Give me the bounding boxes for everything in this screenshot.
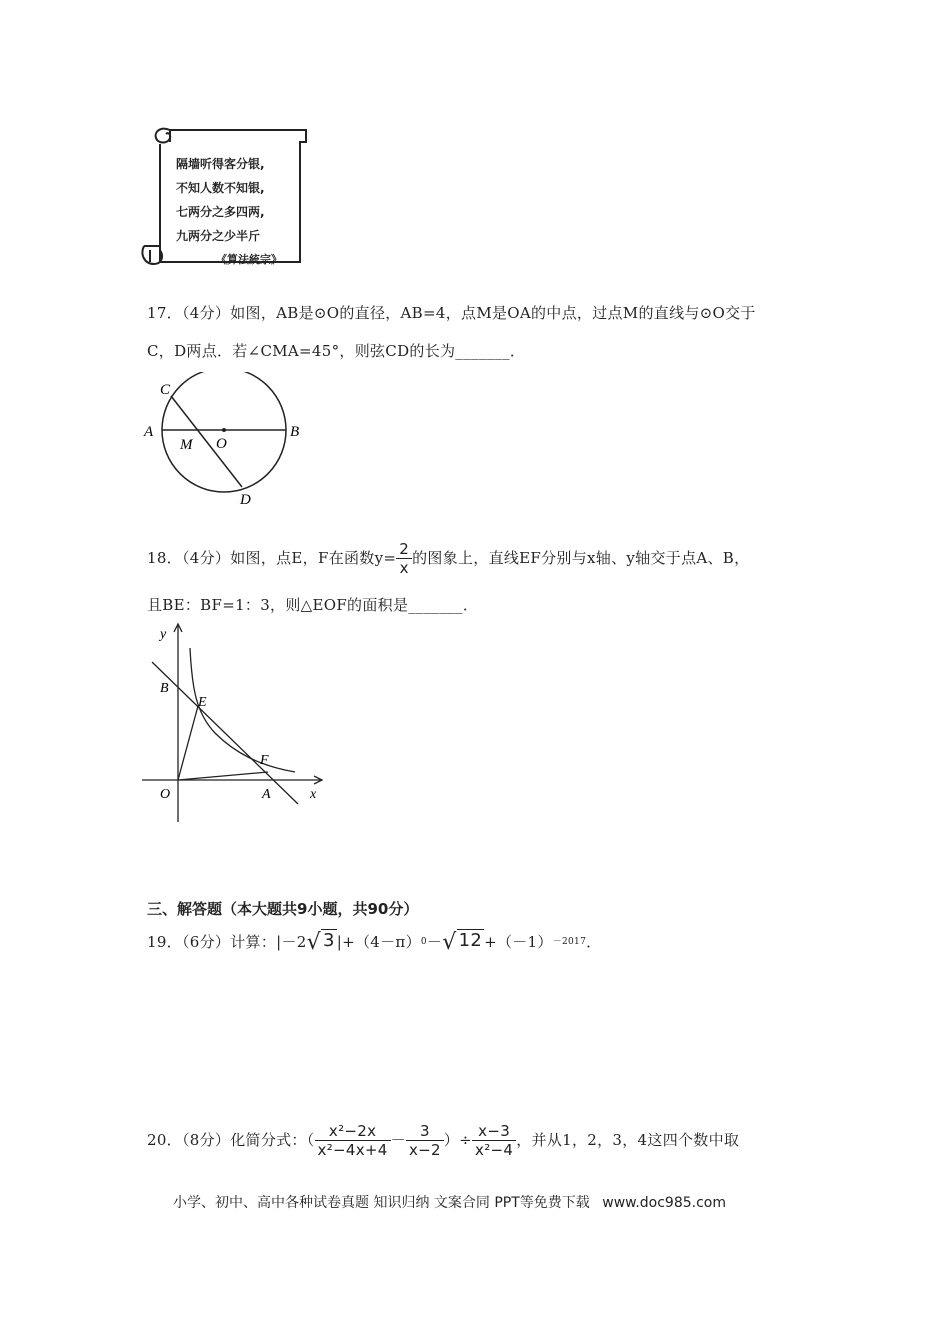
label-x: x — [310, 787, 317, 802]
q20-suffix: ，并从1，2，3，4这四个数中取 — [516, 1131, 740, 1149]
q17-circle-figure — [140, 372, 310, 508]
q19-prefix: 19．（6分）计算： — [147, 933, 277, 951]
q19-sqrt12-value: 12 — [458, 930, 483, 951]
q19-end: ． — [586, 933, 602, 951]
scroll-image — [140, 122, 312, 270]
scroll-line-1: 隔墙听得客分银, — [176, 157, 265, 171]
label-d: D — [240, 492, 251, 508]
q20-fraction-1 — [315, 1122, 391, 1159]
q19-minus2: －2 — [281, 933, 307, 951]
q20-minus: － — [390, 1131, 406, 1149]
label-e: E — [198, 695, 207, 710]
q19-sqrt12: √ 12 — [442, 930, 483, 955]
q19-sqrt3: √ 3 — [306, 930, 335, 955]
label-a: A — [144, 424, 154, 440]
page-footer — [173, 1192, 726, 1212]
q18-text-b: 的图象上，直线EF分别与x轴、y轴交于点A、B， — [412, 549, 750, 567]
q17-line2: C，D两点．若∠CMA=45°，则弦CD的长为_______． — [147, 342, 526, 360]
q18-line2: 且BE：BF=1：3，则△EOF的面积是_______． — [147, 596, 479, 614]
q20-div: ）÷ — [443, 1131, 473, 1149]
label-c: C — [160, 382, 171, 398]
q20-fraction-3 — [472, 1122, 516, 1159]
scroll-line-2: 不知人数不知银, — [176, 181, 265, 195]
label-a: A — [262, 787, 271, 802]
section-3-title: 三、解答题（本大题共9小题，共90分） — [147, 900, 419, 918]
q18-graph-figure — [140, 618, 330, 824]
label-b: B — [160, 681, 169, 696]
segment-oe — [178, 706, 198, 780]
q19-exp0: 0 — [420, 937, 427, 947]
label-y: y — [160, 627, 167, 642]
line-ef — [152, 662, 298, 804]
q18-text-a: 18．（4分）如图，点E，F在函数y= — [147, 549, 397, 567]
segment-of — [178, 772, 268, 780]
q19-plus1: +（4－π） — [342, 933, 421, 951]
q20-f1-den: x²−4x+4 — [317, 1140, 388, 1159]
q20-f1-num: x²−2x — [315, 1122, 391, 1141]
q19-abs-open: | — [276, 933, 282, 951]
scroll-line-4: 九两分之少半斤 — [176, 229, 261, 243]
q19-minus: － — [426, 933, 443, 951]
q17-line1: 17．（4分）如图，AB是⊙O的直径，AB=4，点M是OA的中点，过点M的直线与⊙O交于 — [147, 304, 756, 322]
q18-line1 — [147, 538, 749, 578]
q20-prefix: 20．（8分）化简分式：（ — [147, 1131, 315, 1149]
q20-f3-num: x−3 — [472, 1122, 516, 1141]
q19-line — [147, 928, 601, 956]
label-m: M — [180, 437, 193, 453]
q18-frac-num: 2 — [396, 540, 412, 559]
center-point — [222, 428, 226, 432]
q20-line — [147, 1118, 739, 1162]
q20-fraction-2 — [406, 1122, 444, 1159]
q18-frac-den: x — [399, 558, 409, 577]
q20-f3-den: x²−4 — [475, 1140, 514, 1159]
footer-url[interactable]: www.doc985.com — [602, 1195, 726, 1211]
label-o: O — [160, 787, 171, 802]
scroll-line-5: 《算法統宗》 — [216, 253, 282, 266]
q19-plus2: +（－1） — [484, 933, 553, 951]
q19-abs-close: | — [336, 933, 343, 951]
hyperbola-curve — [190, 648, 295, 772]
q20-f2-den: x−2 — [408, 1140, 441, 1159]
label-b: B — [290, 424, 300, 440]
q19-exp: －2017 — [552, 937, 587, 947]
label-f: F — [260, 753, 269, 768]
scroll-line-3: 七两分之多四两, — [176, 205, 265, 219]
q19-sqrt3-value: 3 — [322, 930, 335, 951]
label-o: O — [216, 436, 227, 452]
footer-text: 小学、初中、高中各种试卷真题 知识归纳 文案合同 PPT等免费下载 — [173, 1195, 590, 1211]
q18-fraction — [396, 540, 412, 577]
q20-f2-num: 3 — [406, 1122, 444, 1141]
